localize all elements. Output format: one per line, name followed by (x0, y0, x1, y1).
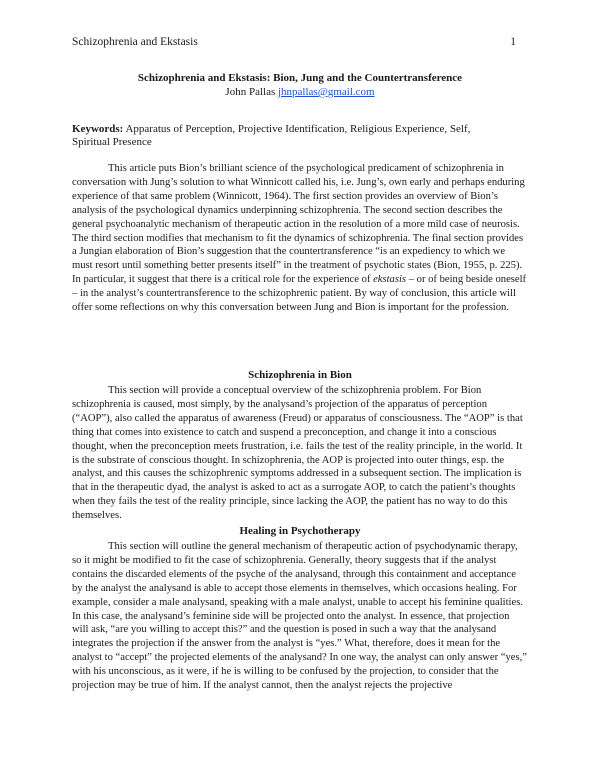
intro-italic-term: ekstasis (373, 274, 407, 286)
keywords (72, 123, 510, 150)
intro-text-end: – or of being beside oneself – in the analyst’s countertransference to the schizophrenic patient. By way of conclusion, this article will offer some reflections on why this conversation between Jung and Bion is important for the profession. (72, 274, 527, 314)
author-email-link[interactable]: jhnpallas@gmail.com (277, 86, 375, 98)
keywords-label: Keywords: (72, 123, 124, 135)
running-head-title: Schizophrenia and Ekstasis (72, 36, 198, 48)
intro-text: This article puts Bion’s brilliant science of the psychological predicament of schizophrenia in conversation with Jung’s solution to what Winnicott called his, i.e. Jung’s, own early and perhaps enduring experience of that same problem (Winnicott, 1964). The first section provides an overview of Bion’s analysis of the psychological dynamics underpinning schizophrenia. The second section describes the general psychoanalytic mechanism of therapeutic action in the resolution of a more mild case of neurosis. The third section modifies that mechanism to fit the dynamics of schizophrenia. The final section provides a Jungian elaboration of Bion’s suggestion that the countertransference “is an expediency to which we must resort until something better presents itself” in the treatment of psychotic states (Bion, 1955, p. 225). In particular, it suggest that there is a critical role for the experience of (72, 163, 525, 286)
running-head (72, 36, 516, 48)
keywords-text: Apparatus of Perception, Projective Identification, Religious Experience, Self, Spiritual Presence (72, 123, 471, 149)
intro-paragraph (72, 162, 528, 315)
section-schizophrenia (72, 384, 528, 523)
page-number: 1 (510, 36, 516, 48)
healing-paragraph: This section will outline the general mechanism of therapeutic action of psychodynamic therapy, so it might be modified to fit the case of schizophrenia. Generally, theory suggests that if the analyst contains the discarded elements of the psyche of the analysand, through this containment and acceptance by the analyst the analysand is able to accept those elements in themselves, which occasions healing. For example, consider a male analysand, speaking with a male analyst, unable to accept his feminine qualities. In this case, the analysand’s feminine side will be projected onto the analyst. In essence, that projection will ask, “are you willing to accept this?” and the question is posed in such a way that the analysand integrates the projection if the answer from the analyst is “yes.” What, therefore, does it mean for the analyst to “accept” the projected elements of the analysand? In one way, the analyst can only answer “yes,” with his unconscious, as it were, if he is willing to be confused by the projection, to consider that the projection may be true of him. If the analyst cannot, then the analyst rejects the projective (72, 541, 527, 692)
title-block (72, 71, 528, 99)
intro-section (72, 162, 528, 315)
section-heading-schizophrenia: Schizophrenia in Bion (248, 369, 352, 381)
schizophrenia-paragraph: This section will provide a conceptual overview of the schizophrenia problem. For Bion schizophrenia is caused, most simply, by the analysand’s projection of the apparatus of perception (“AOP”), also called the apparatus of awareness (Freud) or apparatus of consciousness. The “AOP” is that thing that comes into existence to catch and suspend a preconception, and change it into a conscious thought, when the preconception meets frustration, i.e. fails the test of the reality principle, in the world. It is the substrate of conscious thought. In schizophrenia, the AOP is projected into outer things, esp. the analyst, and this causes the schizophrenic symptoms addressed in a subsequent section. The implication is that in the therapeutic dyad, the analyst is asked to act as a surrogate AOP, to catch the patient’s thoughts when they fails the test of the reality principle, since lacking the AOP, the patient has no way to do this themselves. (72, 385, 523, 522)
article-title: Schizophrenia and Ekstasis: Bion, Jung and the Countertransference (137, 72, 463, 84)
section-healing (72, 540, 528, 693)
section-heading-healing: Healing in Psychotherapy (239, 525, 361, 537)
author-name: John Pallas (225, 86, 276, 98)
author-line (72, 85, 528, 99)
